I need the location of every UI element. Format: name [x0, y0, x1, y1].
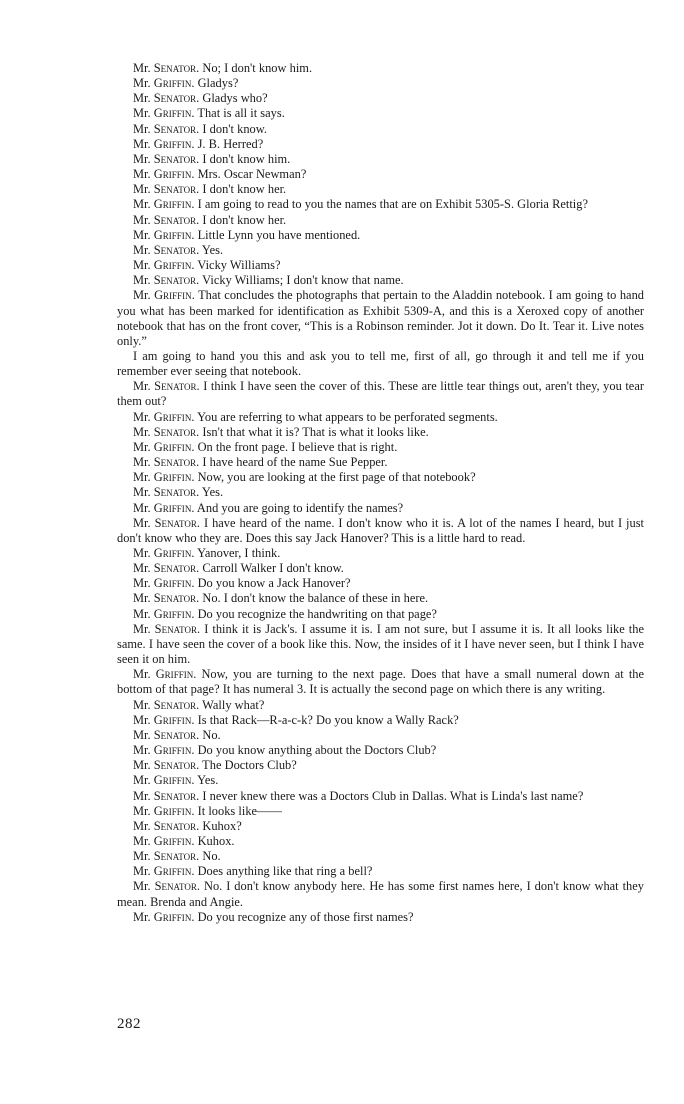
speaker-title: Mr. — [133, 242, 151, 257]
speech-text: No. I don't know the balance of these in here. — [202, 591, 429, 606]
transcript-paragraph — [117, 561, 644, 576]
speaker-title: Mr. — [133, 864, 151, 879]
transcript-paragraph — [117, 61, 644, 76]
transcript-paragraph — [117, 410, 644, 425]
speaker-name: Senator. — [153, 788, 200, 803]
transcript-paragraph — [117, 349, 644, 379]
speaker-name: Griffin. — [153, 500, 195, 515]
speaker-title: Mr. — [133, 227, 151, 242]
speaker-title: Mr. — [133, 91, 151, 106]
speech-text: I am going to hand you this and ask you to tell me, first of all, go through it and tell me if you remember ever seeing that notebook. — [117, 348, 644, 379]
transcript-paragraph — [117, 167, 644, 182]
speech-text: Isn't that what it is? That is what it looks like. — [202, 424, 429, 439]
speaker-name: Griffin. — [153, 773, 195, 788]
transcript-paragraph — [117, 743, 644, 758]
transcript-paragraph — [117, 622, 644, 667]
speaker-name: Senator. — [154, 879, 201, 894]
speech-text: Do you recognize the handwriting on that page? — [197, 606, 437, 621]
transcript-paragraph — [117, 773, 644, 788]
speaker-name: Senator. — [153, 727, 200, 742]
transcript-paragraph — [117, 698, 644, 713]
speech-text: Little Lynn you have mentioned. — [197, 227, 361, 242]
speaker-title: Mr. — [133, 606, 151, 621]
speaker-name: Senator. — [154, 621, 201, 636]
speaker-title: Mr. — [133, 121, 151, 136]
transcript-paragraph — [117, 258, 644, 273]
speaker-name: Griffin. — [153, 743, 195, 758]
transcript-paragraph — [117, 228, 644, 243]
speech-text: And you are going to identify the names? — [196, 500, 404, 515]
transcript-paragraph — [117, 152, 644, 167]
speaker-title: Mr. — [133, 76, 151, 91]
transcript-paragraph — [117, 182, 644, 197]
speaker-name: Griffin. — [153, 439, 195, 454]
transcript-paragraph — [117, 197, 644, 212]
speech-text: Does anything like that ring a bell? — [197, 864, 373, 879]
speech-text: The Doctors Club? — [202, 758, 297, 773]
speaker-title: Mr. — [133, 197, 151, 212]
transcript-paragraph — [117, 607, 644, 622]
speech-text: That is all it says. — [197, 106, 285, 121]
transcript-paragraph — [117, 425, 644, 440]
speaker-title: Mr. — [133, 136, 151, 151]
speech-text: No. — [202, 727, 221, 742]
speaker-title: Mr. — [133, 591, 151, 606]
speaker-name: Senator. — [153, 182, 200, 197]
speech-text: I think I have seen the cover of this. These are little tear things out, aren't they, you tear them out? — [117, 379, 644, 409]
speech-text: Do you know a Jack Hanover? — [197, 576, 351, 591]
speech-text: I don't know him. — [202, 151, 291, 166]
speaker-title: Mr. — [133, 833, 151, 848]
speaker-title: Mr. — [133, 803, 151, 818]
speaker-name: Senator. — [153, 212, 200, 227]
speaker-title: Mr. — [133, 773, 151, 788]
transcript-paragraph — [117, 834, 644, 849]
speech-text: I never knew there was a Doctors Club in Dallas. What is Linda's last name? — [202, 788, 584, 803]
speech-text: I think it is Jack's. I assume it is. I am not sure, but I assume it is. It all looks like the same. I have seen the cover of a book like this. Now, the insides of it I have never seen, but I think I have seen it on him. — [117, 621, 644, 667]
speaker-title: Mr. — [133, 182, 151, 197]
speaker-title: Mr. — [133, 697, 151, 712]
speaker-title: Mr. — [133, 515, 151, 530]
speaker-title: Mr. — [133, 909, 151, 924]
transcript-paragraph — [117, 804, 644, 819]
speech-text: On the front page. I believe that is right. — [197, 439, 398, 454]
transcript-paragraph — [117, 213, 644, 228]
transcript-paragraph — [117, 455, 644, 470]
transcript-paragraph — [117, 789, 644, 804]
speaker-name: Griffin. — [153, 712, 195, 727]
speaker-name: Senator. — [153, 242, 200, 257]
speaker-title: Mr. — [133, 758, 151, 773]
transcript-paragraph — [117, 106, 644, 121]
speech-text: Now, you are turning to the next page. Does that have a small numeral down at the bottom of that page? It has numeral 3. It is actually the second page on which there is any writing. — [117, 667, 645, 697]
speaker-name: Senator. — [153, 697, 200, 712]
transcript-paragraph — [117, 758, 644, 773]
speaker-name: Griffin. — [153, 470, 195, 485]
speaker-name: Griffin. — [153, 833, 195, 848]
speaker-name: Griffin. — [153, 106, 195, 121]
transcript-paragraph — [117, 713, 644, 728]
speech-text: Gladys who? — [202, 91, 268, 106]
speaker-name: Senator. — [153, 485, 200, 500]
speaker-name: Senator. — [153, 121, 200, 136]
transcript-paragraph — [117, 667, 644, 697]
speech-text: Is that Rack—R-a-c-k? Do you know a Wally Rack? — [197, 712, 459, 727]
transcript-paragraph — [117, 849, 644, 864]
speaker-name: Griffin. — [154, 288, 195, 303]
transcript-paragraph — [117, 379, 644, 409]
speaker-title: Mr. — [133, 621, 151, 636]
speech-text: Kuhox? — [202, 818, 242, 833]
speaker-title: Mr. — [133, 561, 151, 576]
speaker-name: Senator. — [153, 818, 200, 833]
transcript-paragraph — [117, 516, 644, 546]
transcript-paragraph — [117, 501, 644, 516]
transcript-paragraph — [117, 470, 644, 485]
transcript-paragraph — [117, 273, 644, 288]
speaker-title: Mr. — [133, 61, 151, 75]
speaker-name: Griffin. — [155, 667, 197, 682]
speaker-name: Griffin. — [153, 167, 195, 182]
speaker-title: Mr. — [133, 151, 151, 166]
speaker-name: Griffin. — [153, 136, 195, 151]
speaker-name: Senator. — [153, 151, 200, 166]
speaker-name: Senator. — [153, 91, 200, 106]
page-number: 282 — [117, 1016, 141, 1032]
speaker-title: Mr. — [133, 106, 151, 121]
speaker-title: Mr. — [133, 546, 151, 560]
speaker-title: Mr. — [133, 818, 151, 833]
speaker-name: Griffin. — [153, 76, 195, 91]
transcript-paragraph — [117, 576, 644, 591]
speaker-name: Griffin. — [153, 803, 195, 818]
speech-text: Kuhox. — [197, 833, 235, 848]
speech-text: You are referring to what appears to be perforated segments. — [197, 409, 498, 424]
transcript-paragraph — [117, 879, 644, 909]
speaker-name: Senator. — [154, 515, 201, 530]
speaker-name: Senator. — [153, 61, 200, 75]
transcript-paragraph — [117, 864, 644, 879]
transcript-paragraph — [117, 288, 644, 349]
speaker-title: Mr. — [133, 212, 151, 227]
speaker-title: Mr. — [133, 879, 151, 894]
speech-text: Yes. — [197, 773, 219, 788]
transcript-paragraph — [117, 243, 644, 258]
speaker-title: Mr. — [133, 273, 151, 288]
transcript-paragraph — [117, 910, 644, 925]
transcript-paragraph — [117, 91, 644, 106]
speaker-title: Mr. — [133, 485, 151, 500]
speech-text: I don't know. — [202, 121, 268, 136]
speech-text: Yanover, I think. — [197, 546, 281, 560]
speech-text: I don't know her. — [202, 212, 287, 227]
speech-text: Mrs. Oscar Newman? — [197, 167, 307, 182]
speaker-title: Mr. — [133, 258, 151, 273]
speaker-name: Griffin. — [153, 864, 195, 879]
speech-text: I am going to read to you the names that are on Exhibit 5305-S. Gloria Rettig? — [197, 197, 588, 212]
transcript-paragraph — [117, 137, 644, 152]
speaker-name: Griffin. — [153, 258, 195, 273]
speaker-title: Mr. — [133, 470, 151, 485]
speaker-title: Mr. — [133, 788, 151, 803]
speaker-name: Griffin. — [153, 546, 195, 560]
speech-text: I don't know her. — [202, 182, 287, 197]
speaker-name: Griffin. — [153, 909, 195, 924]
speaker-name: Griffin. — [153, 409, 195, 424]
speaker-name: Senator. — [153, 758, 200, 773]
speech-text: No. — [202, 849, 221, 864]
speaker-title: Mr. — [133, 576, 151, 591]
speech-text: It looks like—— — [197, 803, 282, 818]
speech-text: Wally what? — [202, 697, 265, 712]
speech-text: Carroll Walker I don't know. — [202, 561, 344, 576]
speaker-title: Mr. — [133, 424, 151, 439]
speaker-title: Mr. — [133, 667, 151, 682]
transcript-paragraph — [117, 546, 644, 561]
transcript-paragraph — [117, 122, 644, 137]
speaker-title: Mr. — [133, 727, 151, 742]
speaker-title: Mr. — [133, 409, 151, 424]
speech-text: Now, you are looking at the first page of that notebook? — [197, 470, 476, 485]
speaker-title: Mr. — [133, 712, 151, 727]
transcript-body — [117, 61, 644, 925]
speech-text: No; I don't know him. — [202, 61, 313, 75]
speaker-name: Senator. — [153, 455, 200, 470]
speech-text: Gladys? — [197, 76, 239, 91]
speech-text: I have heard of the name. I don't know who it is. A lot of the names I heard, but I just don't know who they are. Does this say Jack Hanover? This is a little hard to read. — [117, 515, 645, 545]
speaker-title: Mr. — [133, 167, 151, 182]
speech-text: No. I don't know anybody here. He has some first names here, I don't know what they mean. Brenda and Angie. — [117, 879, 644, 909]
speaker-name: Griffin. — [153, 576, 195, 591]
speaker-name: Griffin. — [153, 197, 195, 212]
speaker-name: Senator. — [153, 849, 200, 864]
speaker-title: Mr. — [133, 439, 151, 454]
speaker-name: Senator. — [153, 273, 200, 288]
speech-text: Do you recognize any of those first names? — [197, 909, 414, 924]
transcript-paragraph — [117, 819, 644, 834]
speaker-name: Griffin. — [153, 227, 195, 242]
speaker-title: Mr. — [133, 288, 151, 303]
speech-text: Yes. — [201, 485, 224, 500]
speech-text: Do you know anything about the Doctors Club? — [197, 743, 437, 758]
speaker-name: Senator. — [153, 424, 200, 439]
speech-text: I have heard of the name Sue Pepper. — [202, 455, 388, 470]
speaker-name: Senator. — [153, 561, 200, 576]
speaker-title: Mr. — [133, 455, 151, 470]
speaker-title: Mr. — [133, 743, 151, 758]
speech-text: Vicky Williams? — [197, 258, 281, 273]
speech-text: That concludes the photographs that pertain to the Aladdin notebook. I am going to hand you what has been marked for identification as Exhibit 5309-A, and this is a Xeroxed copy of another notebook that has on the front cover, “This is a Robinson reminder. Jot it down. Do It. Tear it. Live notes only.” — [117, 288, 644, 348]
speech-text: Yes. — [201, 242, 224, 257]
transcript-paragraph — [117, 440, 644, 455]
transcript-paragraph — [117, 728, 644, 743]
speech-text: Vicky Williams; I don't know that name. — [202, 273, 404, 288]
speaker-title: Mr. — [133, 500, 151, 515]
speaker-name: Senator. — [154, 379, 200, 394]
speaker-name: Senator. — [153, 591, 200, 606]
transcript-paragraph — [117, 591, 644, 606]
speaker-title: Mr. — [133, 849, 151, 864]
speech-text: J. B. Herred? — [197, 136, 264, 151]
transcript-paragraph — [117, 485, 644, 500]
transcript-paragraph — [117, 76, 644, 91]
speaker-title: Mr. — [133, 379, 151, 394]
speaker-name: Griffin. — [153, 606, 195, 621]
